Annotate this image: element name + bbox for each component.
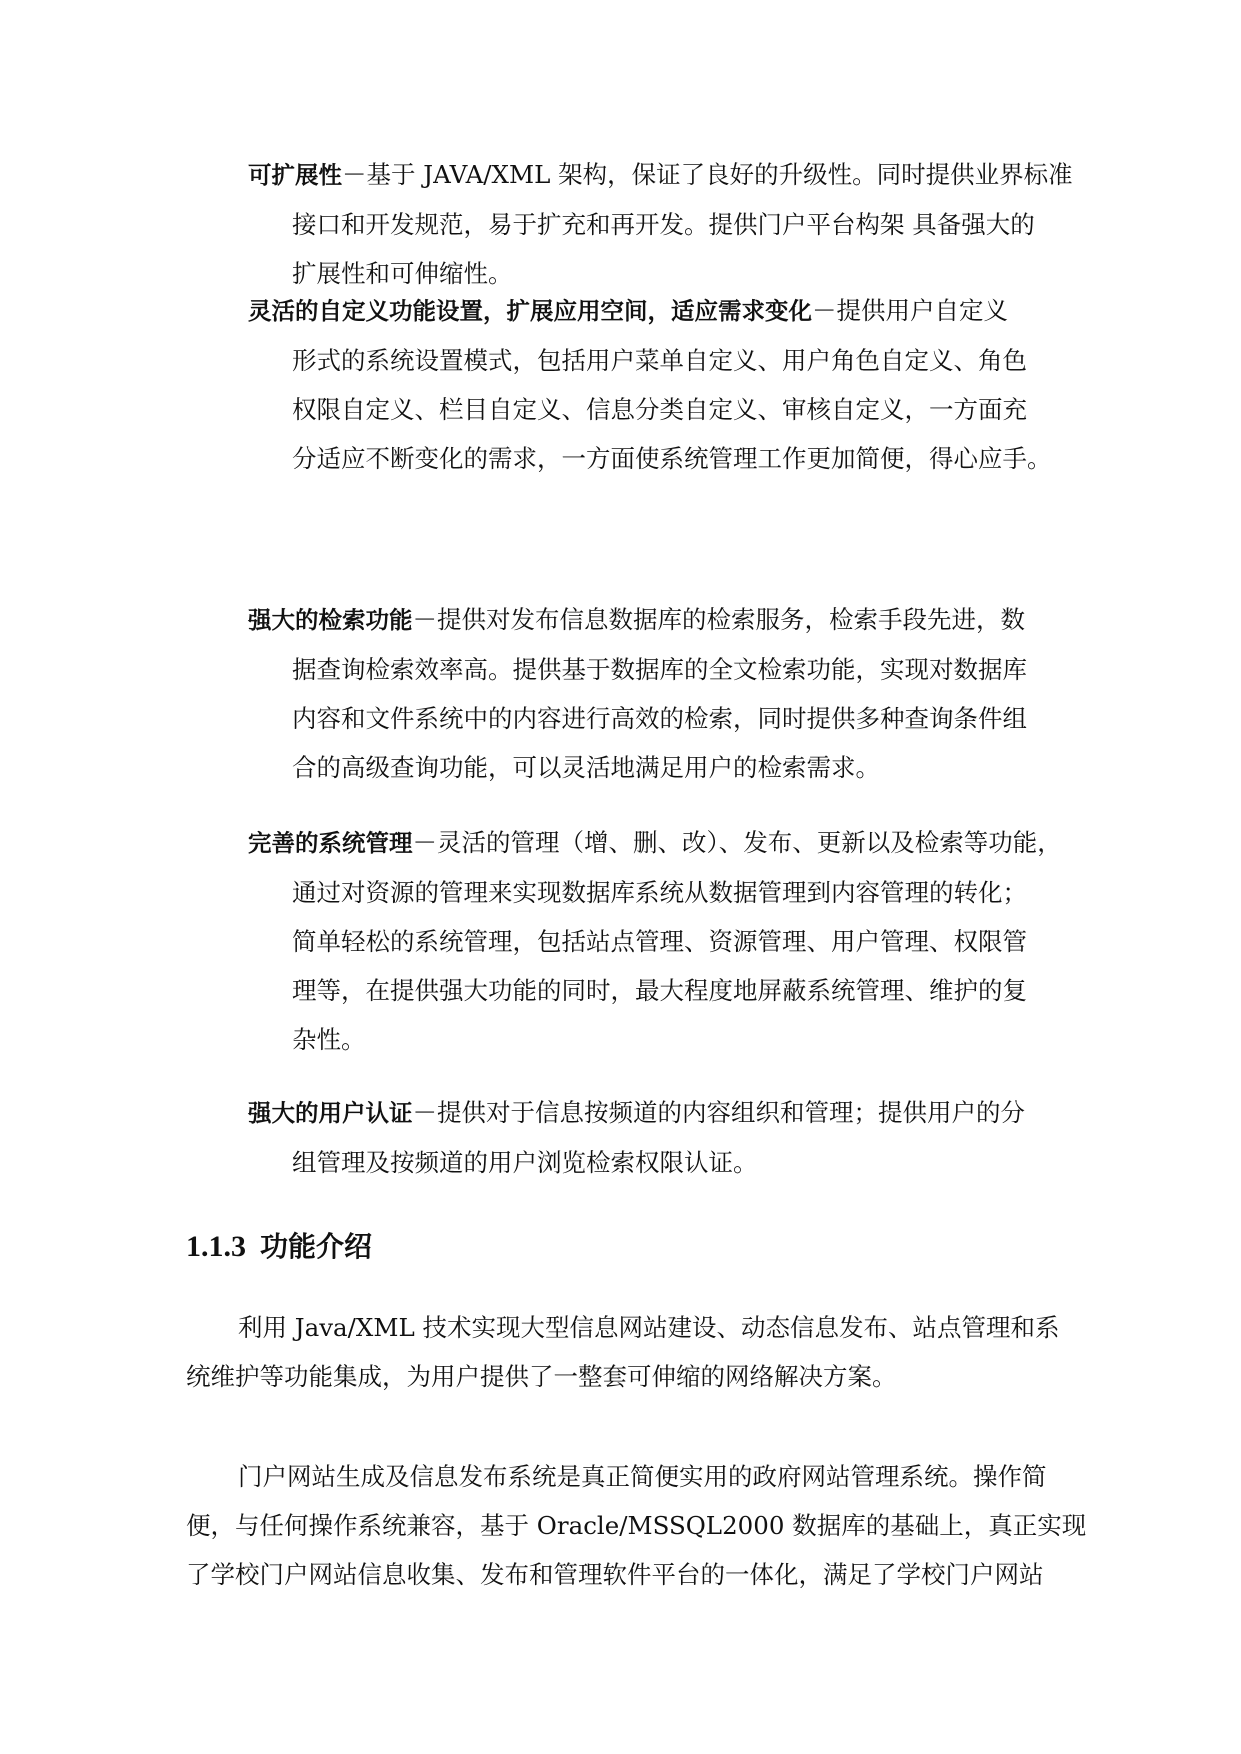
- feature-text: 提供对于信息按频道的内容组织和管理；提供用户的分: [437, 1098, 1025, 1127]
- feature-first-line: [248, 818, 1062, 868]
- feature-dash: －: [412, 828, 437, 857]
- feature-text-line: 接口和开发规范，易于扩充和再开发。提供门户平台构架 具备强大的: [292, 210, 1035, 239]
- paragraph-line: 了学校门户网站信息收集、发布和管理软件平台的一体化，满足了学校门户网站: [186, 1560, 1044, 1589]
- paragraph-intro: [186, 1303, 1060, 1401]
- paragraph-line: 门户网站生成及信息发布系统是真正简便实用的政府网站管理系统。操作简: [238, 1462, 1047, 1491]
- feature-text: 提供对发布信息数据库的检索服务，检索手段先进，数: [437, 605, 1025, 634]
- section-heading: [186, 1222, 372, 1272]
- paragraph-line: 利用 Java/XML 技术实现大型信息网站建设、动态信息发布、站点管理和系: [238, 1313, 1060, 1342]
- feature-text: 提供用户自定义: [836, 296, 1008, 325]
- feature-text-line: 内容和文件系统中的内容进行高效的检索，同时提供多种查询条件组: [292, 704, 1027, 733]
- feature-dash: －: [412, 1098, 437, 1127]
- feature-text-line: 简单轻松的系统管理，包括站点管理、资源管理、用户管理、权限管: [292, 927, 1027, 956]
- feature-dash: －: [812, 296, 837, 325]
- feature-term: 强大的用户认证: [248, 1099, 413, 1127]
- feature-text-line: 扩展性和可伸缩性。: [292, 259, 513, 288]
- feature-text-line: 组管理及按频道的用户浏览检索权限认证。: [292, 1148, 758, 1177]
- feature-text-line: 通过对资源的管理来实现数据库系统从数据管理到内容管理的转化；: [292, 878, 1027, 907]
- feature-term: 强大的检索功能: [248, 606, 413, 634]
- feature-first-line: [248, 150, 1073, 200]
- feature-text: 灵活的管理（增、删、改）、发布、更新以及检索等功能，: [437, 828, 1062, 857]
- feature-system-management: [248, 818, 1062, 1064]
- paragraph-line: 便，与任何操作系统兼容，基于 Oracle/MSSQL2000 数据库的基础上，真正实现: [186, 1511, 1087, 1540]
- feature-text-line: 分适应不断变化的需求，一方面使系统管理工作更加简便，得心应手。: [292, 444, 1052, 473]
- feature-dash: －: [412, 605, 437, 634]
- feature-term: 可扩展性: [248, 161, 342, 189]
- feature-term: 灵活的自定义功能设置，扩展应用空间，适应需求变化: [248, 297, 812, 325]
- feature-first-line: [248, 286, 1048, 336]
- feature-text-line: 合的高级查询功能，可以灵活地满足用户的检索需求。: [292, 753, 880, 782]
- feature-text-line: 形式的系统设置模式，包括用户菜单自定义、用户角色自定义、角色: [292, 346, 1027, 375]
- feature-text-line: 杂性。: [292, 1025, 366, 1054]
- feature-text-line: 理等，在提供强大功能的同时，最大程度地屏蔽系统管理、维护的复: [292, 976, 1027, 1005]
- feature-custom-settings: [248, 286, 1052, 483]
- feature-text-line: 权限自定义、栏目自定义、信息分类自定义、审核自定义，一方面充: [292, 395, 1027, 424]
- feature-term: 完善的系统管理: [248, 829, 413, 857]
- paragraph-line: 统维护等功能集成，为用户提供了一整套可伸缩的网络解决方案。: [186, 1362, 897, 1391]
- feature-search: [248, 595, 1048, 792]
- feature-scalability: [248, 150, 1073, 298]
- paragraph-portal: [186, 1452, 1087, 1599]
- feature-text-line: 据查询检索效率高。提供基于数据库的全文检索功能，实现对数据库: [292, 655, 1027, 684]
- feature-text: 基于 JAVA/XML 架构，保证了良好的升级性。同时提供业界标准: [366, 160, 1073, 189]
- section-number: 1.1.3: [186, 1230, 246, 1263]
- feature-user-auth: [248, 1088, 1048, 1187]
- section-title: 功能介绍: [260, 1230, 373, 1263]
- feature-first-line: [248, 595, 1048, 645]
- feature-first-line: [248, 1088, 1048, 1138]
- feature-dash: －: [342, 160, 367, 189]
